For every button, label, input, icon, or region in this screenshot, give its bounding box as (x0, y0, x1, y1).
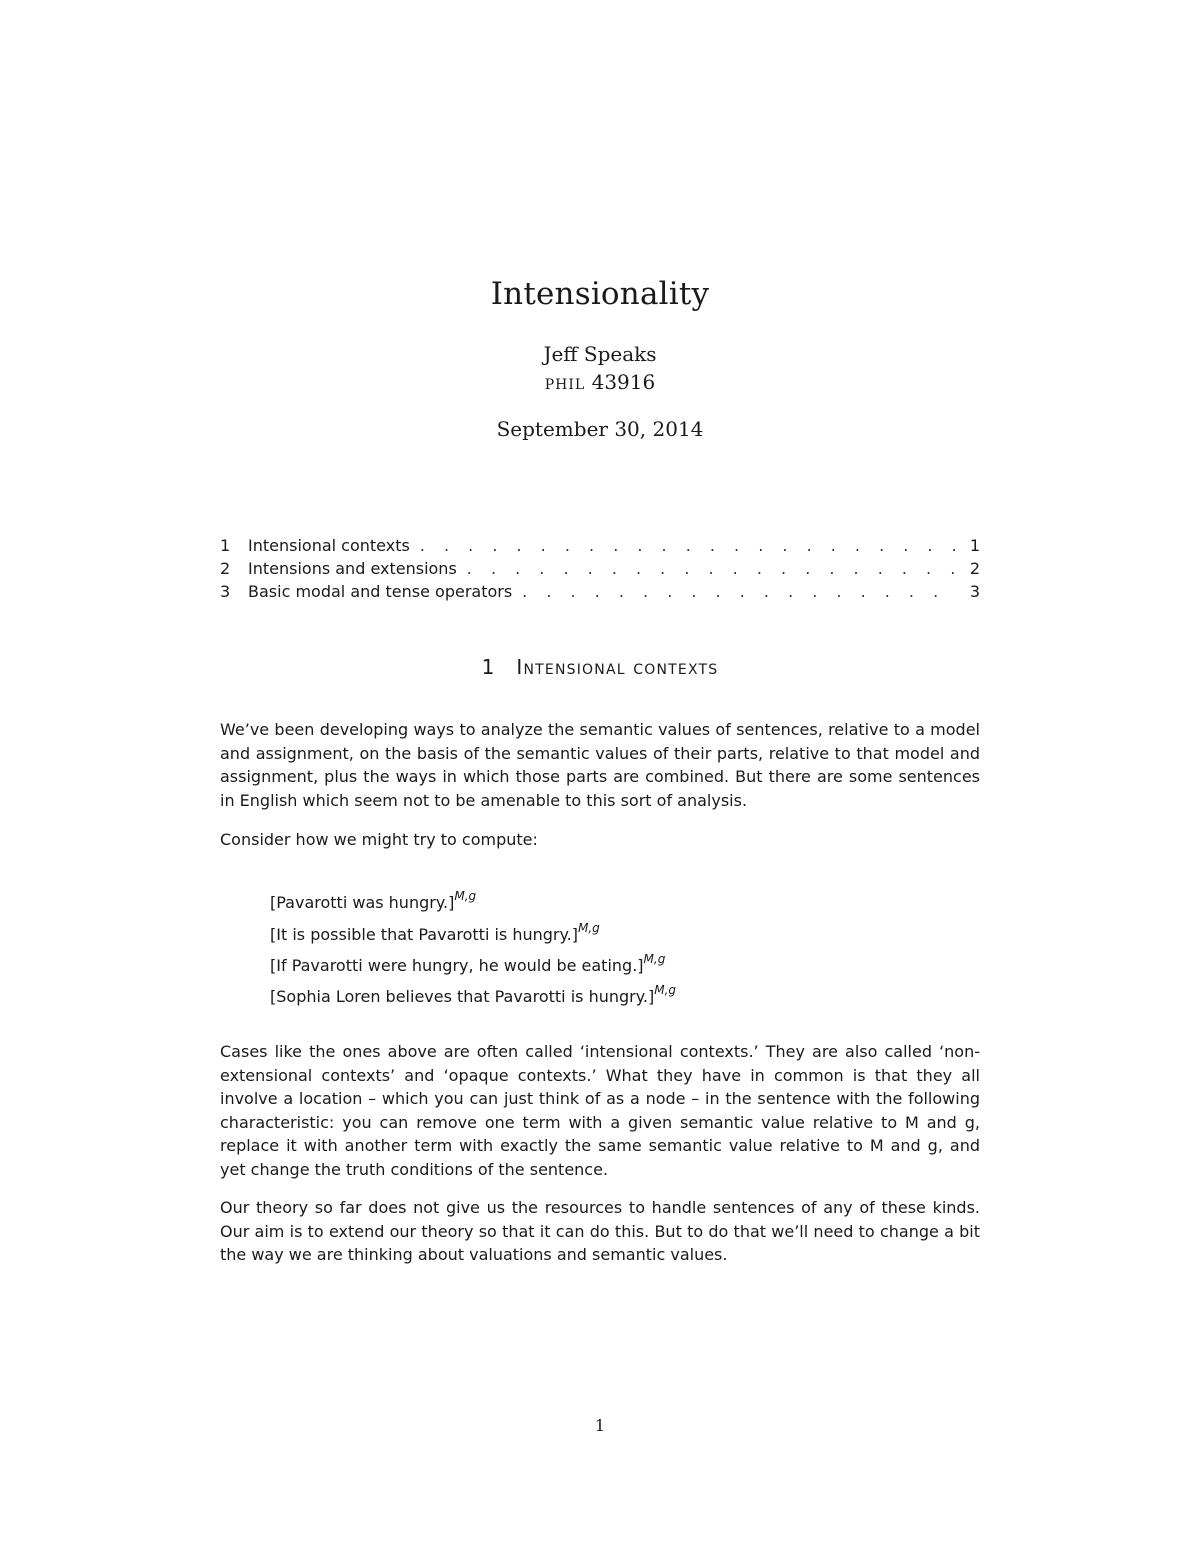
toc-entry-title: Basic modal and tense operators (248, 582, 513, 601)
example-text: Pavarotti was hungry. (276, 893, 449, 912)
paragraph-intro: We’ve been developing ways to analyze the semantic values of sentences, relative to a model and assignment, on the basis of the semantic values of their parts, relative to that model and assignment, plus the ways in which those parts are combined. But there are some sentences in English which seem not to be amenable to this sort of analysis. (220, 720, 980, 810)
paragraph-consider: Consider how we might try to compute: (220, 830, 538, 849)
toc-entry-page: 3 (969, 582, 980, 601)
bracket-open: [ (270, 956, 277, 975)
toc-leader-dots (467, 559, 956, 578)
toc-entry-page: 1 (969, 536, 980, 555)
toc-entry-title: Intensional contexts (248, 536, 410, 555)
bracket-open: [ (270, 925, 277, 944)
example-sentence (270, 949, 665, 976)
document-title: Intensionality (490, 276, 710, 312)
toc-entry[interactable] (220, 536, 980, 559)
course-dept: phil (544, 370, 586, 394)
example-superscript: M,g (643, 952, 666, 966)
toc-entry[interactable] (220, 559, 980, 582)
paragraph-intensional-contexts: Cases like the ones above are often called ‘intensional contexts.’ They are also called ‘non-extensional contexts’ and ‘opaque contexts.’ What they have in common is that they all involve a location – which you can just think of as a node – in the sentence with the following characteristic: you can remove one term with a given semantic value relative to M and g, replace it with another term with exactly the same semantic value relative to M and g, and yet change the truth conditions of the sentence. (220, 1042, 980, 1179)
bracket-open: [ (270, 987, 277, 1006)
example-sentence (270, 980, 676, 1007)
course-number: 43916 (591, 370, 656, 394)
toc-entry-number: 2 (220, 559, 231, 578)
toc-entry-number: 3 (220, 582, 231, 601)
bracket-close: ] (648, 987, 655, 1006)
example-text: It is possible that Pavarotti is hungry. (276, 925, 572, 944)
section-heading (0, 655, 1200, 679)
course-code (0, 370, 1200, 394)
toc-leader-dots (522, 582, 956, 601)
page-number: 1 (594, 1416, 606, 1435)
paragraph-theory-aim: Our theory so far does not give us the resources to handle sentences of any of these kinds. Our aim is to extend our theory so that it can do this. But to do that we’ll need to change a bit the way we are thinking about valuations and semantic values. (220, 1198, 980, 1264)
toc-entry-title: Intensions and extensions (248, 559, 457, 578)
toc-leader-dots (420, 536, 956, 555)
bracket-close: ] (448, 893, 455, 912)
table-of-contents (220, 536, 980, 605)
example-superscript: M,g (454, 889, 477, 903)
toc-entry[interactable] (220, 582, 980, 605)
example-superscript: M,g (654, 983, 677, 997)
author-name: Jeff Speaks (543, 342, 657, 366)
example-sentence (270, 886, 476, 913)
example-superscript: M,g (578, 921, 600, 935)
example-sentence (270, 918, 600, 945)
toc-entry-page: 2 (969, 559, 980, 578)
bracket-close: ] (571, 925, 579, 944)
example-text: If Pavarotti were hungry, he would be eating. (276, 956, 638, 975)
bracket-open: [ (270, 893, 277, 912)
example-text: Sophia Loren believes that Pavarotti is hungry. (276, 987, 648, 1006)
document-date: September 30, 2014 (496, 417, 704, 441)
bracket-close: ] (637, 956, 644, 975)
toc-entry-number: 1 (220, 536, 231, 555)
section-title: Intensional contexts (516, 655, 719, 679)
section-number: 1 (481, 655, 495, 679)
